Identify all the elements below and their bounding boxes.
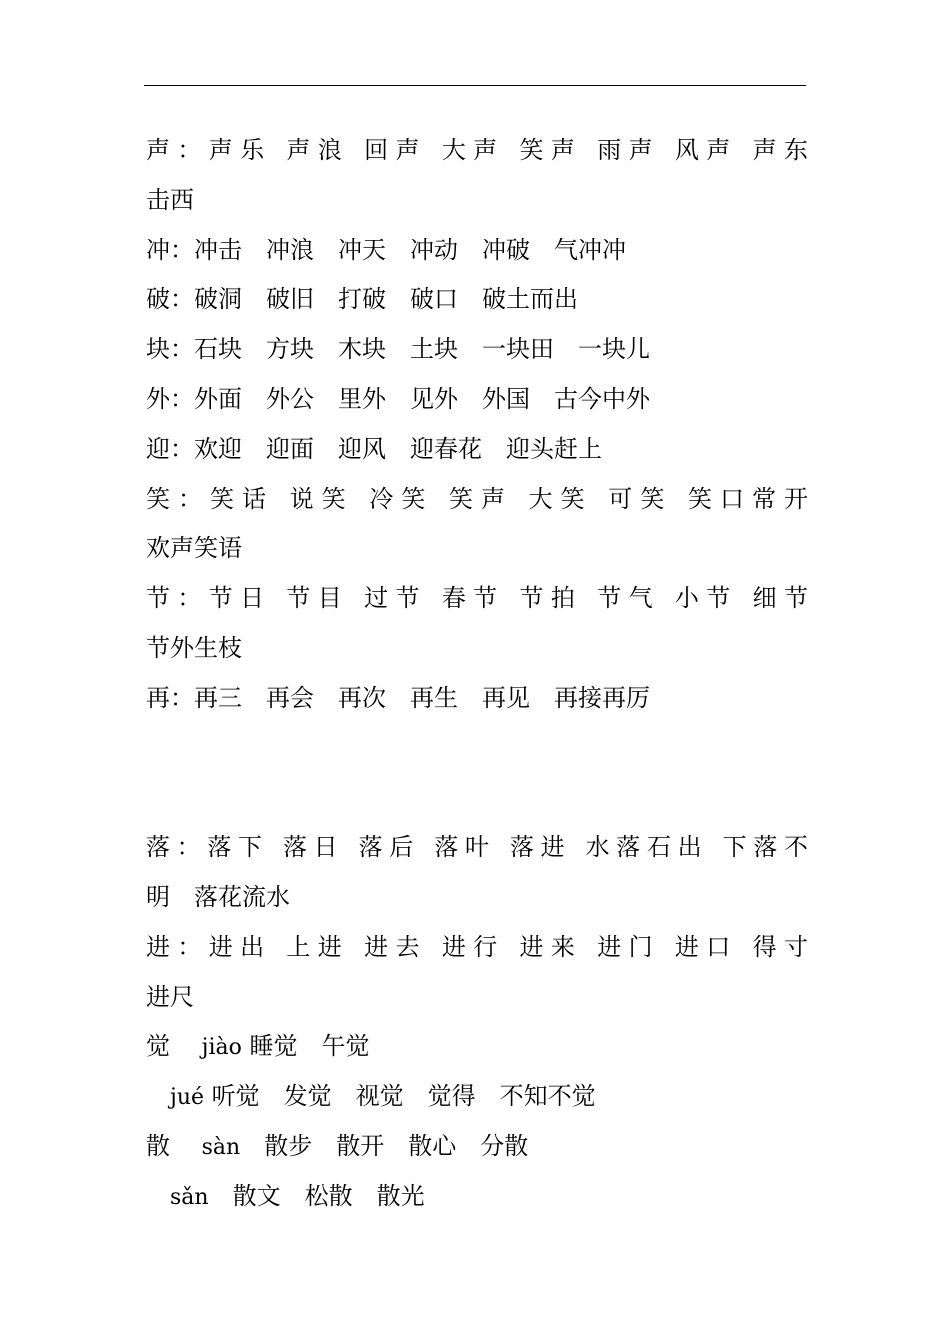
vocab-line-jie: 节：节日 节目 过节 春节 节拍 节气 小节 细节 <box>146 584 808 613</box>
vocab-line-jin: 进：进出 上进 进去 进行 进来 进门 进口 得寸 <box>146 932 808 961</box>
vocab-line-xiao: 笑：笑话 说笑 冷笑 笑声 大笑 可笑 笑口常开 <box>146 484 808 513</box>
vocab-line-chong: 冲：冲击 冲浪 冲天 冲动 冲破 气冲冲 <box>146 235 626 264</box>
vocab-line-san-san4 <box>146 1122 808 1172</box>
vocab-line-san-san3 <box>146 1172 808 1222</box>
vocab-line-po: 破：破洞 破旧 打破 破口 破土而出 <box>146 285 578 314</box>
header-rule <box>144 85 806 86</box>
vocab-line-sheng: 声：声乐 声浪 回声 大声 笑声 雨声 风声 声东 <box>146 136 808 164</box>
vocab-line-jin-cont: 进尺 <box>146 982 194 1011</box>
pinyin-jue: jué <box>170 1085 205 1111</box>
words-jue: 听觉 发觉 视觉 觉得 不知不觉 <box>211 1082 596 1111</box>
vocab-line-sheng-cont: 击西 <box>146 185 194 214</box>
vocabulary-list <box>146 126 808 1222</box>
words-san4: 散步 散开 散心 分散 <box>264 1131 529 1160</box>
vocab-line-luo-cont: 明 落花流水 <box>146 882 290 911</box>
vocab-line-jie-cont: 节外生枝 <box>146 633 242 662</box>
vocab-line-wai: 外：外面 外公 里外 见外 外国 古今中外 <box>146 384 650 413</box>
polyphone-char-san: 散 <box>146 1131 170 1160</box>
vocab-line-kuai: 块：石块 方块 木块 土块 一块田 一块儿 <box>146 335 650 364</box>
words-jiao: 睡觉 午觉 <box>249 1032 370 1061</box>
vocab-line-ying: 迎：欢迎 迎面 迎风 迎春花 迎头赶上 <box>146 434 602 463</box>
vocab-line-zai: 再：再三 再会 再次 再生 再见 再接再厉 <box>146 683 650 712</box>
vocab-line-jue-jue <box>146 1072 808 1122</box>
pinyin-san4: sàn <box>201 1134 241 1160</box>
pinyin-jiao: jiào <box>201 1035 242 1061</box>
section-gap <box>146 724 808 824</box>
vocab-line-jue-jiao <box>146 1022 808 1072</box>
words-san3: 散文 松散 散光 <box>232 1181 425 1210</box>
pinyin-san3: sǎn <box>170 1184 209 1210</box>
vocab-line-luo: 落：落下 落日 落后 落叶 落进 水落石出 下落不 <box>146 833 808 862</box>
polyphone-char-jue: 觉 <box>146 1032 170 1061</box>
vocab-line-xiao-cont: 欢声笑语 <box>146 534 242 563</box>
